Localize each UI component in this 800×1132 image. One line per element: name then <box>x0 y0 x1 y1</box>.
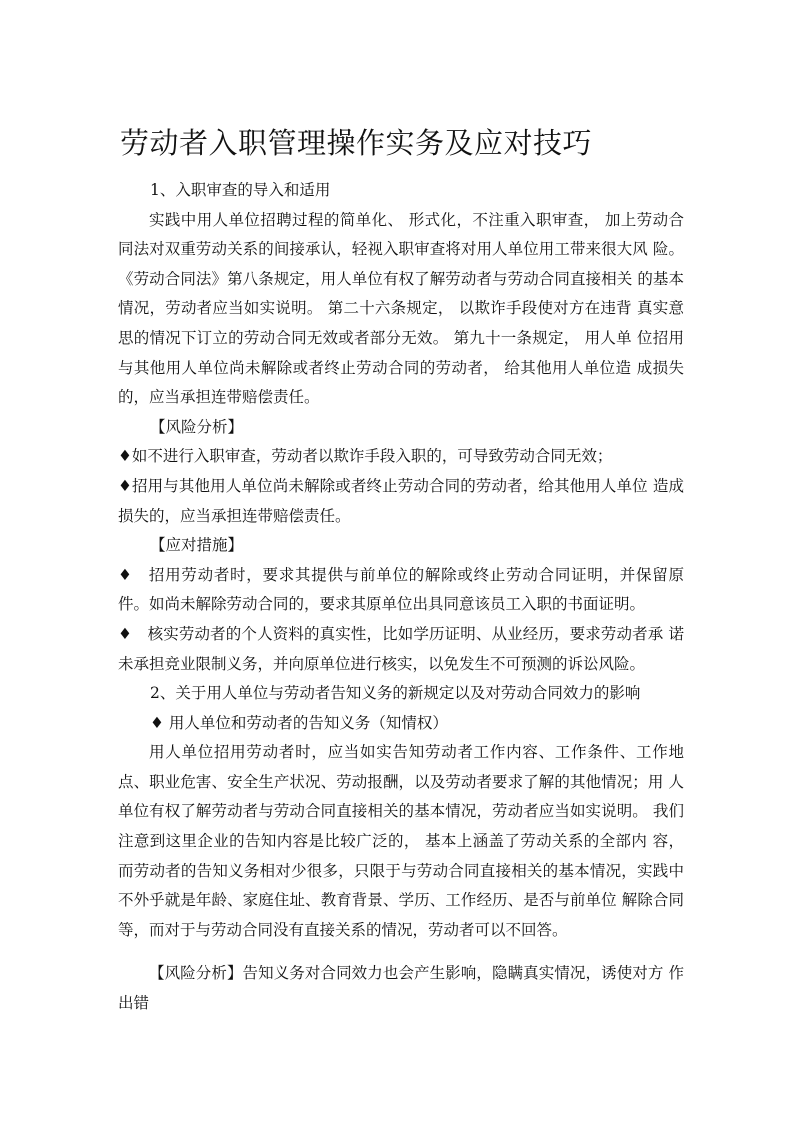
section-heading-1: 1、入职审查的导入和适用 <box>150 181 331 199</box>
paragraph-entry-review: 实践中用人单位招聘过程的简单化、 形式化，不注重入职审查， 加上劳动合 同法对双重劳动关系的间接承认，轻视入职审查将对用人单位用工带来很大风 险。《劳动合同法》第八条规定，用人单位有权了解劳动者与劳动合同直接相关 的基本情况，劳动者应当如实说明。 第二十六条规定， 以欺诈手段使对方在违背 真实意思的情况下订立的劳动合同无效或者部分无效。 第九十一条规定， 用人单 位招用与其他用人单位尚未解除或者终止劳动合同的劳动者， 给其他用人单位造 成损失的，应当承担连带赔偿责任。 <box>118 210 684 407</box>
risk-bullet-1: ♦如不进行入职审查，劳动者以欺诈手段入职的，可导致劳动合同无效； <box>118 447 613 466</box>
risk-analysis-heading: 【风险分析】 <box>150 417 244 436</box>
paragraph-notification-duty: 用人单位招用劳动者时，应当如实告知劳动者工作内容、工作条件、工作地点、职业危害、安全生产状况、劳动报酬，以及劳动者要求了解的其他情况；用 人单位有权了解劳动者与劳动合同直接相关的基本情况，劳动者应当如实说明。 我们注意到这里企业的告知内容是比较广泛的， 基本上涵盖了劳动关系的全部内 容，而劳动者的告知义务相对少很多，只限于与劳动合同直接相关的基本情况，实践中不外乎就是年龄、家庭住址、教育背景、学历、工作经历、是否与前单位 解除合同等，而对于与劳动合同没有直接关系的情况，劳动者可以不回答。 <box>118 743 684 939</box>
countermeasure-bullet-2: ♦ 核实劳动者的个人资料的真实性，比如学历证明、从业经历，要求劳动者承 诺未承担竞业限制义务，并向原单位进行核实，以免发生不可预测的诉讼风险。 <box>118 624 684 673</box>
risk-bullet-2: ♦招用与其他用人单位尚未解除或者终止劳动合同的劳动者，给其他用人单位 造成损失的，应当承担连带赔偿责任。 <box>118 476 684 525</box>
notification-duty-heading: ♦ 用人单位和劳动者的告知义务（知情权） <box>150 713 448 732</box>
section-heading-2: 2、关于用人单位与劳动者告知义务的新规定以及对劳动合同效力的影响 <box>150 684 641 703</box>
document-body <box>118 176 684 1019</box>
risk-analysis-paragraph: 【风险分析】告知义务对合同效力也会产生影响，隐瞒真实情况，诱使对方 作出错 <box>118 964 684 1013</box>
countermeasures-heading: 【应对措施】 <box>150 536 244 555</box>
document-title: 劳动者入职管理操作实务及应对技巧 <box>120 126 593 161</box>
countermeasure-bullet-1: ♦ 招用劳动者时，要求其提供与前单位的解除或终止劳动合同证明，并保留原 件。如尚未解除劳动合同的，要求其原单位出具同意该员工入职的书面证明。 <box>118 565 684 614</box>
